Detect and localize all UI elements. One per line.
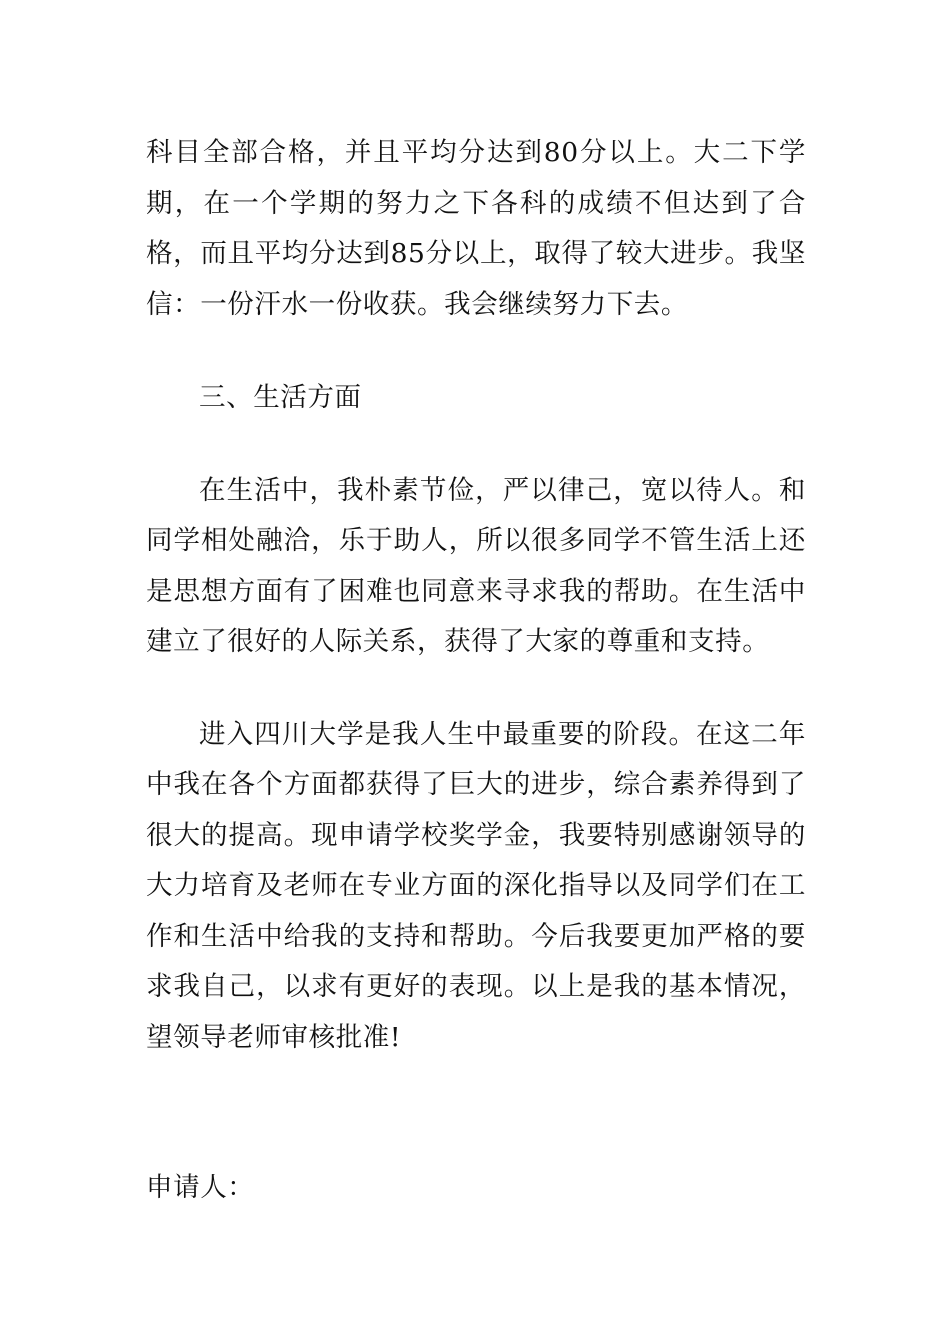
signature-label: 申请人： <box>146 1172 255 1203</box>
paragraph-study-results: 科目全部合格，并且平均分达到80分以上。大二下学期，在一个学期的努力之下各科的成绩不但达到了合格，而且平均分达到85分以上，取得了较大进步。我坚信：一份汗水一份收获。我会继续努力下去。 <box>146 137 806 320</box>
paragraph-conclusion: 进入四川大学是我人生中最重要的阶段。在这二年中我在各个方面都获得了巨大的进步，综合素养得到了很大的提高。现申请学校奖学金，我要特别感谢领导的大力培育及老师在专业方面的深化指导以及同学们在工作和生活中给我的支持和帮助。今后我要更加严格的要求我自己，以求有更好的表现。以上是我的基本情况，望领导老师审核批准! <box>146 718 806 1053</box>
paragraph-life: 在生活中，我朴素节俭，严以律己，宽以待人。和同学相处融洽，乐于助人，所以很多同学不管生活上还是思想方面有了困难也同意来寻求我的帮助。在生活中建立了很好的人际关系，获得了大家的尊重和支持。 <box>146 474 806 657</box>
document-body <box>146 128 806 1214</box>
section-heading-life: 三、生活方面 <box>199 382 362 413</box>
